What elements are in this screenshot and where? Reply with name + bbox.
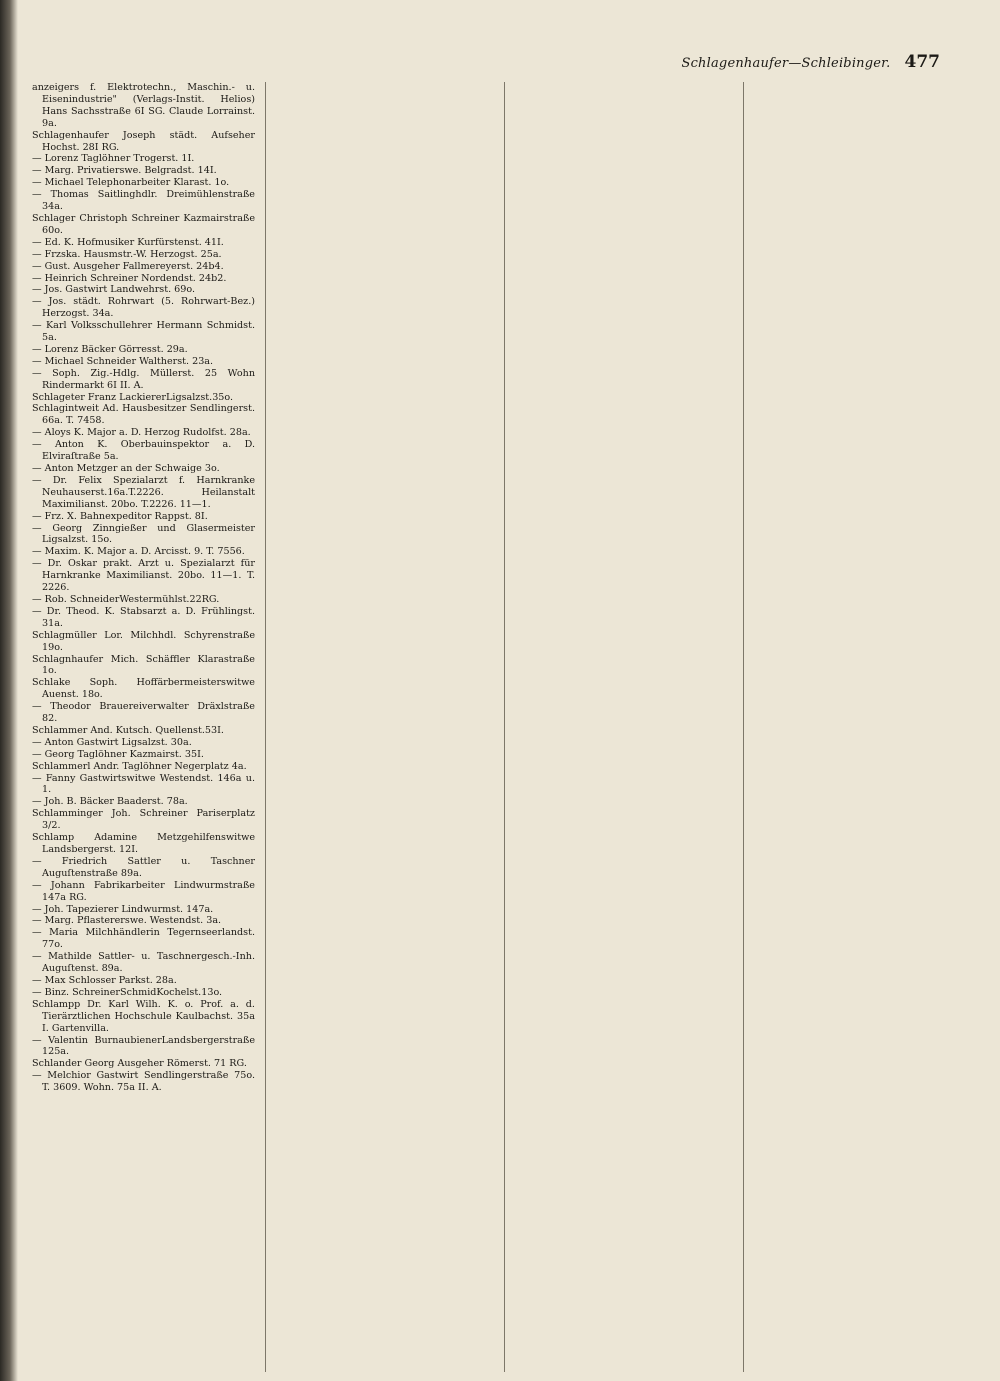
directory-entry: — Anton Gastwirt Ligsalzst. 30a. bbox=[32, 736, 192, 748]
directory-entry: — Binz. SchreinerSchmidKochelst.13o. bbox=[32, 986, 223, 998]
page-header bbox=[30, 52, 940, 74]
column-4 bbox=[743, 82, 972, 1372]
directory-entry: — Aloys K. Major a. D. Herzog Rudolfst. 28a. bbox=[32, 427, 251, 439]
directory-entry: — Georg Zinngießer und Glasermeister Ligsalzst. 15o. bbox=[32, 522, 255, 546]
directory-entry: — Marg. Privatierswe. Belgradst. 14I. bbox=[32, 165, 217, 177]
directory-entry: anzeigers f. Elektrotechn., Maschin.- u. Eisenindustrie" (Verlags-Instit. Helios) Hans Sachsstraße 6I SG. Claude Lorrainst. 9a. bbox=[32, 82, 255, 129]
directory-entry: — Joh. Tapezierer Lindwurmst. 147a. bbox=[32, 903, 214, 915]
directory-entry: Schlammer And. Kutsch. Quellenst.53I. bbox=[32, 724, 224, 736]
directory-entry: — Anton Metzger an der Schwaige 3o. bbox=[32, 463, 220, 474]
directory-entry: Schlagnhaufer Mich. Schäffler Klarastraße 1o. bbox=[32, 653, 255, 677]
directory-entry: — Soph. Zig.-Hdlg. Müllerst. 25 Wohn Rindermarkt 6I II. A. bbox=[32, 367, 255, 391]
directory-entry: — Max Schlosser Parkst. 28a. bbox=[32, 974, 177, 986]
directory-entry: — Melchior Gastwirt Sendlingerstraße 75o. T. 3609. Wohn. 75a II. A. bbox=[32, 1070, 255, 1094]
directory-entry: — Valentin BurnaubienerLandsbergerstraße 125a. bbox=[32, 1034, 255, 1058]
directory-entry: — Jos. städt. Rohrwart (5. Rohrwart-Bez.) Herzogst. 34a. bbox=[32, 296, 255, 320]
directory-entry: — Jos. Gastwirt Landwehrst. 69o. bbox=[32, 284, 196, 296]
column-3 bbox=[504, 82, 733, 1372]
page-number: 477 bbox=[904, 52, 940, 72]
directory-entry: Schlamp Adamine Metzgehilfenswitwe Landsbergerst. 12I. bbox=[32, 832, 255, 855]
directory-entry: — Frz. X. Bahnexpeditor Rappst. 8I. bbox=[32, 510, 208, 522]
directory-entry: — Ed. K. Hofmusiker Kurfürstenst. 41I. bbox=[32, 236, 224, 248]
directory-entry: Schlagmüller Lor. Milchhdl. Schyrenstraße 19o. bbox=[32, 629, 255, 653]
directory-entry: — Gust. Ausgeher Fallmereyerst. 24b4. bbox=[32, 260, 224, 272]
directory-entry: — Dr. Oskar prakt. Arzt u. Spezialarzt für Harnkranke Maximilianst. 20bo. 11—1. T. 2226. bbox=[32, 558, 255, 594]
directory-entry: — Lorenz Taglöhner Trogerst. 1I. bbox=[32, 153, 195, 165]
directory-entry: — Dr. Felix Spezialarzt f. Harnkranke Neuhauserst.16a.T.2226. Heilanstalt Maximilianst. 20bo. T.2226. 11—1. bbox=[32, 474, 255, 510]
directory-entry: — Anton K. Oberbauinspektor a. D. Elviraſtraße 5a. bbox=[32, 439, 255, 463]
directory-entry: — Fanny Gastwirtswitwe Westendst. 146a u. 1. bbox=[32, 772, 255, 796]
directory-entry: — Theodor Brauereiverwalter Dräxlstraße 82. bbox=[32, 701, 255, 725]
directory-entry: — Michael Telephonarbeiter Klarast. 1o. bbox=[32, 177, 230, 189]
directory-entry: — Lorenz Bäcker Görresst. 29a. bbox=[32, 343, 188, 355]
directory-entry: — Thomas Saitlinghdlr. Dreimühlenstraße 34a. bbox=[32, 189, 255, 213]
directory-entry: — Maria Milchhändlerin Tegernseerlandst. 77o. bbox=[32, 927, 255, 951]
directory-entry: — Mathilde Sattler- u. Taschnergesch.-Inh. Auguſtenst. 89a. bbox=[32, 951, 255, 975]
directory-entry: — Joh. B. Bäcker Baaderst. 78a. bbox=[32, 796, 188, 808]
directory-entry: — Maxim. K. Major a. D. Arcisst. 9. T. 7556. bbox=[32, 546, 245, 558]
book-gutter-edge bbox=[0, 0, 18, 1381]
directory-entry: — Johann Fabrikarbeiter Lindwurmstraße 147a RG. bbox=[32, 879, 255, 903]
column-2 bbox=[265, 82, 494, 1372]
directory-entry: Schlake Soph. Hoffärbermeisterswitwe Auenst. 18o. bbox=[32, 677, 255, 701]
column-1 bbox=[32, 82, 255, 1372]
directory-entry: — Heinrich Schreiner Nordendst. 24b2. bbox=[32, 272, 227, 284]
directory-entry: Schlagenhaufer Joseph städt. Aufseher Hochst. 28I RG. bbox=[32, 129, 255, 153]
directory-entry: — Frzska. Hausmstr.-W. Herzogst. 25a. bbox=[32, 248, 222, 260]
directory-entry: Schlager Christoph Schreiner Kazmairstraße 60o. bbox=[32, 212, 255, 236]
directory-entry: — Karl Volksschullehrer Hermann Schmidst. 5a. bbox=[32, 320, 255, 344]
directory-entry: — Michael Schneider Waltherst. 23a. bbox=[32, 355, 214, 367]
directory-entry: Schlammerl Andr. Taglöhner Negerplatz 4a. bbox=[32, 760, 247, 772]
directory-entry: Schlampp Dr. Karl Wilh. K. o. Prof. a. d. Tierärztlichen Hochschule Kaulbachst. 35a I. Gartenvilla. bbox=[32, 998, 255, 1034]
directory-entry: — Georg Taglöhner Kazmairst. 35I. bbox=[32, 748, 204, 760]
directory-entry: Schlageter Franz LackiererLigsalzst.35o. bbox=[32, 391, 234, 403]
directory-entry: Schlagintweit Ad. Hausbesitzer Sendlingerst. 66a. T. 7458. bbox=[32, 403, 255, 427]
directory-columns bbox=[32, 82, 972, 1372]
directory-entry: — Dr. Theod. K. Stabsarzt a. D. Frühlingst. 31a. bbox=[32, 605, 255, 629]
directory-entry: — Friedrich Sattler u. Taschner Auguſtenstraße 89a. bbox=[32, 855, 255, 879]
directory-entry: — Rob. SchneiderWestermühlst.22RG. bbox=[32, 593, 220, 605]
directory-entry: Schlander Georg Ausgeher Römerst. 71 RG. bbox=[32, 1058, 247, 1070]
running-head: Schlagenhaufer—Schleibinger. bbox=[681, 56, 891, 71]
directory-entry: — Marg. Pflastererswe. Westendst. 3a. bbox=[32, 915, 222, 927]
directory-entry: Schlamminger Joh. Schreiner Pariserplatz 3/2. bbox=[32, 808, 255, 832]
